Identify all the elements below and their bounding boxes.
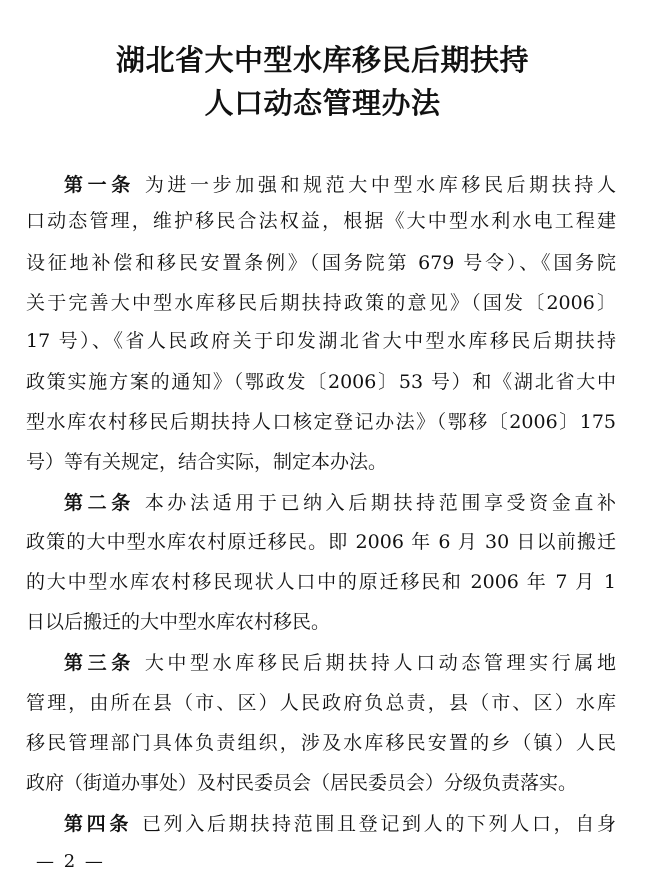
article-1-text: 为进一步加强和规范大中型水库移民后期扶持人: [144, 174, 616, 196]
article-1-line: 关于完善大中型水库移民后期扶持政策的意见》（国发〔2006〕: [26, 292, 616, 314]
article-3-text: 大中型水库移民后期扶持人口动态管理实行属地: [144, 652, 616, 674]
article-2-line: 的大中型水库农村移民现状人口中的原迁移民和 2006 年 7 月 1: [26, 571, 616, 593]
article-4-text: 已列入后期扶持范围且登记到人的下列人口，自身: [142, 813, 616, 835]
article-4-label: 第四条: [64, 813, 132, 835]
article-3-label: 第三条: [64, 652, 135, 674]
article-1-last-line: 号）等有关规定，结合实际，制定本办法。: [26, 451, 388, 473]
article-2-text: 本办法适用于已纳入后期扶持范围享受资金直补: [144, 492, 616, 514]
article-4-first-line: [26, 811, 616, 837]
article-1-label: 第一条: [64, 174, 135, 196]
article-2-first-line: [26, 490, 616, 516]
article-2-last-line: 日以后搬迁的大中型水库农村移民。: [26, 611, 331, 633]
document-title-line-1: 湖北省大中型水库移民后期扶持: [115, 43, 529, 77]
article-3-line: 移民管理部门具体负责组织，涉及水库移民安置的乡（镇）人民: [26, 732, 616, 754]
page-number: — 2 —: [36, 851, 105, 872]
article-1-line: 政策实施方案的通知》（鄂政发〔2006〕53 号）和《湖北省大中: [26, 371, 616, 393]
article-2-line: 政策的大中型水库农村原迁移民。即 2006 年 6 月 30 日以前搬迁: [26, 531, 616, 553]
article-2-label: 第二条: [64, 492, 135, 514]
document-title-line-2: 人口动态管理办法: [204, 86, 441, 120]
article-1-line: 17 号）、《省人民政府关于印发湖北省大中型水库移民后期扶持: [26, 330, 616, 352]
article-3-first-line: [26, 650, 616, 676]
article-1-line: 型水库农村移民后期扶持人口核定登记办法》（鄂移〔2006〕175: [26, 411, 616, 433]
article-3-line: 管理，由所在县（市、区）人民政府负总责，县（市、区）水库: [26, 692, 616, 714]
article-1-line: 设征地补偿和移民安置条例》（国务院第 679 号令）、《国务院: [26, 252, 616, 274]
article-3-last-line: 政府（街道办事处）及村民委员会（居民委员会）分级负责落实。: [26, 772, 578, 794]
article-1-first-line: [26, 172, 616, 198]
article-1-line: 口动态管理，维护移民合法权益，根据《大中型水利水电工程建: [26, 210, 616, 232]
